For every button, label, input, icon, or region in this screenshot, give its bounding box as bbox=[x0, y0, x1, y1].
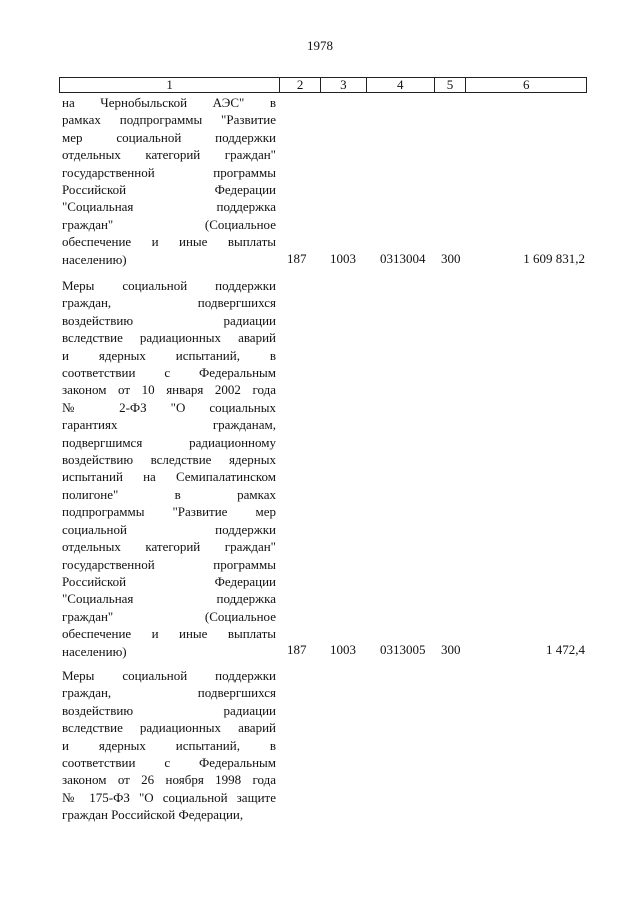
description-line: вследствие радиационных аварий bbox=[62, 330, 276, 346]
description-line: Российской Федерации bbox=[62, 182, 276, 198]
description-line: населению) bbox=[62, 643, 127, 659]
description-line: и ядерных испытаний, в bbox=[62, 737, 276, 753]
page-number: 1978 bbox=[307, 38, 333, 53]
target-article-code: 0313005 bbox=[380, 642, 426, 657]
description-line: на Чернобыльской АЭС" в bbox=[62, 95, 276, 110]
description-line: и ядерных испытаний, в bbox=[62, 347, 276, 363]
description-line: подпрограммы "Развитие мер bbox=[62, 504, 276, 520]
description-line: воздействию вследствие ядерных bbox=[62, 452, 276, 468]
amount: 1 472,4 bbox=[546, 642, 585, 657]
description-line: воздействию радиации bbox=[62, 312, 276, 328]
header-col-4: 4 bbox=[367, 78, 435, 92]
description-line: обеспечение и иные выплаты bbox=[62, 626, 276, 642]
description-line: государственной программы bbox=[62, 556, 276, 572]
header-col-1: 1 bbox=[60, 78, 280, 92]
description-line: социальной поддержки bbox=[62, 521, 276, 537]
description-line: № 2-ФЗ "О социальных bbox=[62, 399, 276, 415]
description-line: мер социальной поддержки bbox=[62, 129, 276, 145]
table-row-description bbox=[62, 94, 276, 268]
table-row-description bbox=[62, 277, 276, 660]
description-line: гарантиях гражданам, bbox=[62, 417, 276, 433]
description-line: "Социальная поддержка bbox=[62, 591, 276, 607]
expense-type-code: 300 bbox=[441, 642, 461, 657]
description-line: Меры социальной поддержки bbox=[62, 668, 276, 683]
description-line: рамках подпрограммы "Развитие bbox=[62, 112, 276, 128]
description-line: граждан, подвергшихся bbox=[62, 295, 276, 311]
amount: 1 609 831,2 bbox=[523, 251, 585, 266]
description-line: отдельных категорий граждан" bbox=[62, 147, 276, 163]
description-line: воздействию радиации bbox=[62, 702, 276, 718]
ministry-code: 187 bbox=[287, 251, 307, 266]
description-line: соответствии с Федеральным bbox=[62, 365, 276, 381]
description-line: граждан" (Социальное bbox=[62, 216, 276, 232]
description-line: граждан Российской Федерации, bbox=[62, 807, 244, 823]
ministry-code: 187 bbox=[287, 642, 307, 657]
expense-type-code: 300 bbox=[441, 251, 461, 266]
description-line: полигоне" в рамках bbox=[62, 486, 276, 502]
description-line: населению) bbox=[62, 251, 127, 267]
description-line: отдельных категорий граждан" bbox=[62, 539, 276, 555]
description-line: государственной программы bbox=[62, 164, 276, 180]
header-col-6: 6 bbox=[522, 77, 530, 92]
description-line: № 175-ФЗ "О социальной защите bbox=[62, 789, 276, 805]
section-code: 1003 bbox=[330, 642, 356, 657]
description-line: испытаний на Семипалатинском bbox=[62, 469, 276, 485]
description-line: законом от 10 января 2002 года bbox=[62, 382, 276, 398]
description-line: Российской Федерации bbox=[62, 573, 276, 589]
description-line: законом от 26 ноября 1998 года bbox=[62, 772, 276, 788]
section-code: 1003 bbox=[330, 251, 356, 266]
target-article-code: 0313004 bbox=[380, 251, 426, 266]
description-line: подвергшимся радиационному bbox=[62, 434, 276, 450]
table-header bbox=[59, 77, 587, 93]
description-line: граждан" (Социальное bbox=[62, 608, 276, 624]
header-col-3: 3 bbox=[321, 78, 367, 92]
description-line: вследствие радиационных аварий bbox=[62, 720, 276, 736]
description-line: Меры социальной поддержки bbox=[62, 278, 276, 293]
description-line: соответствии с Федеральным bbox=[62, 755, 276, 771]
description-line: граждан, подвергшихся bbox=[62, 685, 276, 701]
table-row-description bbox=[62, 667, 276, 824]
header-col-2: 2 bbox=[280, 78, 321, 92]
header-col-5: 5 bbox=[435, 78, 467, 92]
description-line: обеспечение и иные выплаты bbox=[62, 234, 276, 250]
description-line: "Социальная поддержка bbox=[62, 199, 276, 215]
